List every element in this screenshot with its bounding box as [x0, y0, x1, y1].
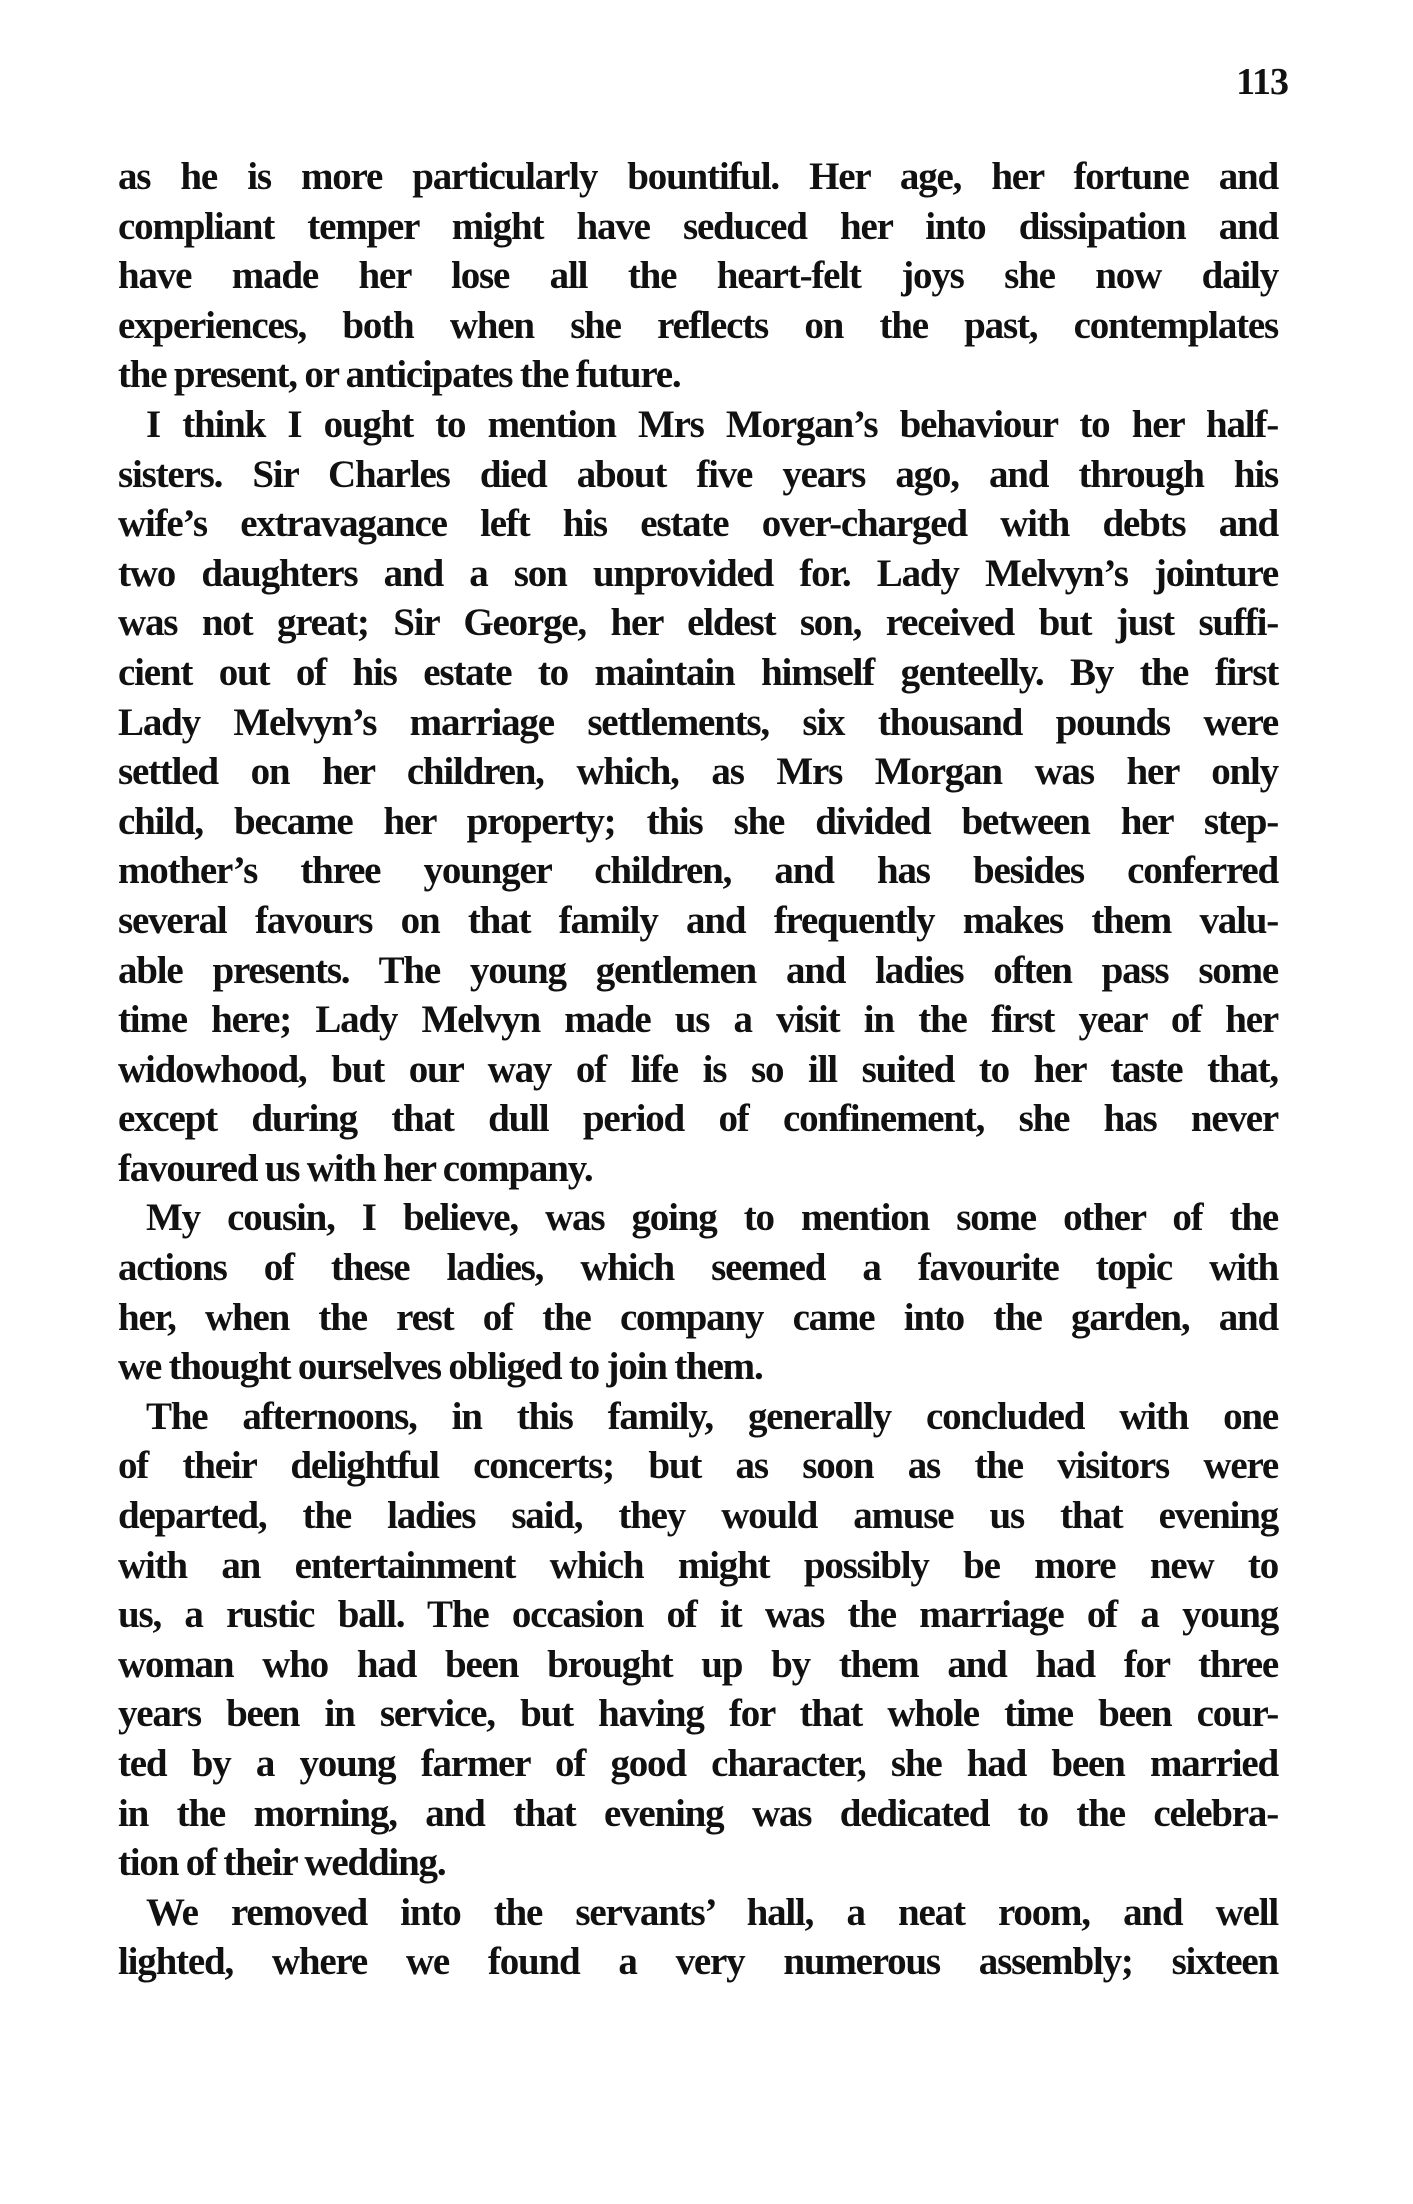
text-line: The afternoons, in this family, generally concluded with one	[146, 1394, 1278, 1438]
text-line: have made her lose all the heart-felt joys she now daily	[118, 254, 1278, 298]
text-line: with an entertainment which might possibly be more new to	[118, 1543, 1278, 1587]
text-line: My cousin, I believe, was going to mention some other of the	[146, 1196, 1278, 1240]
text-line: her, when the rest of the company came into the garden, and	[118, 1295, 1278, 1339]
text-line: two daughters and a son unprovided for. Lady Melvyn’s jointure	[118, 551, 1278, 595]
text-line: of their delightful concerts; but as soon as the visitors were	[118, 1444, 1278, 1488]
text-line: able presents. The young gentlemen and ladies often pass some	[118, 948, 1278, 992]
text-line: several favours on that family and frequently makes them valu-	[118, 898, 1278, 942]
text-line: time here; Lady Melvyn made us a visit in the first year of her	[118, 998, 1278, 1042]
text-line: woman who had been brought up by them and had for three	[118, 1642, 1278, 1686]
text-line: except during that dull period of confinement, she has never	[118, 1097, 1278, 1141]
text-line: actions of these ladies, which seemed a favourite topic with	[118, 1246, 1278, 1290]
text-line: lighted, where we found a very numerous assembly; sixteen	[118, 1940, 1278, 1984]
text-line: wife’s extravagance left his estate over-charged with debts and	[118, 502, 1278, 546]
text-line: the present, or anticipates the future.	[118, 353, 681, 397]
text-line: favoured us with her company.	[118, 1146, 593, 1190]
text-line: experiences, both when she reflects on the past, contemplates	[118, 303, 1278, 347]
text-line: us, a rustic ball. The occasion of it was the marriage of a young	[118, 1593, 1278, 1637]
text-line: mother’s three younger children, and has besides conferred	[118, 849, 1278, 893]
text-line: years been in service, but having for that whole time been cour-	[118, 1692, 1278, 1736]
text-line: departed, the ladies said, they would amuse us that evening	[118, 1494, 1278, 1538]
text-line: in the morning, and that evening was dedicated to the celebra-	[118, 1791, 1278, 1835]
text-line: We removed into the servants’ hall, a neat room, and well	[146, 1890, 1278, 1934]
body-text	[118, 152, 1278, 1987]
text-line: as he is more particularly bountiful. Her age, her fortune and	[118, 155, 1278, 198]
text-line: settled on her children, which, as Mrs Morgan was her only	[118, 750, 1278, 794]
page-number: 113	[1236, 61, 1288, 103]
text-line: child, became her property; this she divided between her step-	[118, 799, 1278, 843]
text-line: Lady Melvyn’s marriage settlements, six thousand pounds were	[118, 700, 1278, 744]
text-line: compliant temper might have seduced her into dissipation and	[118, 204, 1278, 248]
text-line: widowhood, but our way of life is so ill suited to her taste that,	[118, 1047, 1278, 1091]
text-line: I think I ought to mention Mrs Morgan’s behaviour to her half-	[146, 402, 1278, 446]
text-line: tion of their wedding.	[118, 1841, 446, 1885]
text-line: ted by a young farmer of good character, she had been married	[118, 1742, 1278, 1785]
text-line: cient out of his estate to maintain himself genteelly. By the first	[118, 650, 1278, 694]
text-line: was not great; Sir George, her eldest son, received but just suffi-	[118, 601, 1278, 645]
text-line: sisters. Sir Charles died about five years ago, and through his	[118, 452, 1278, 496]
text-line: we thought ourselves obliged to join them.	[118, 1345, 763, 1389]
